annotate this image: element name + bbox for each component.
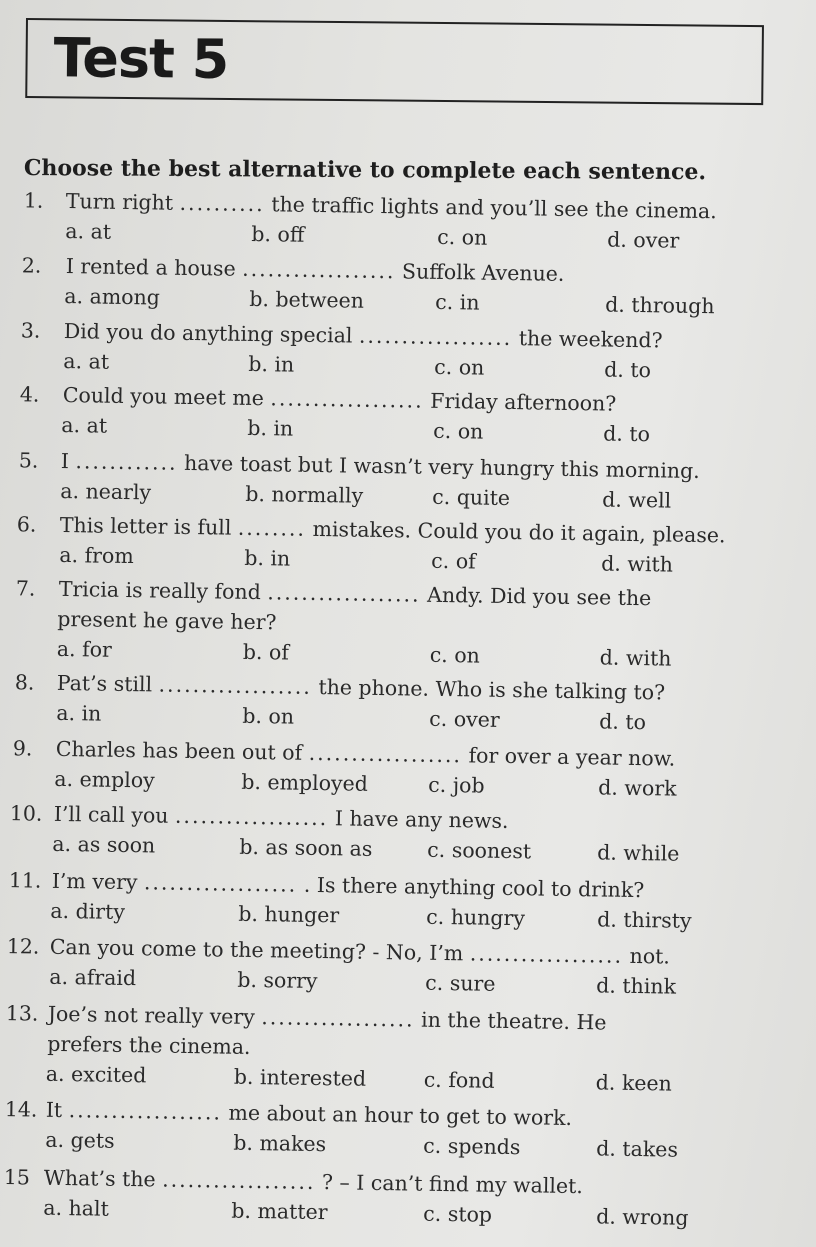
question-text: It .................. me about an hour to get to work. <box>45 1097 573 1130</box>
question-text: This letter is full ........ mistakes. Could you do it again, please. <box>59 512 726 548</box>
question-stem-continued: prefers the cinema. <box>47 1031 251 1059</box>
option-c[interactable]: c. on <box>437 224 488 250</box>
question-item <box>0 736 816 807</box>
question-text: I ............ have toast but I wasn’t very hungry this morning. <box>60 448 700 483</box>
question-number: 6. <box>16 512 37 537</box>
option-b[interactable]: b. as soon as <box>239 834 373 861</box>
option-b[interactable]: b. in <box>244 545 291 571</box>
option-a[interactable]: a. among <box>64 284 161 310</box>
question-item <box>0 448 816 519</box>
question-number: 7. <box>15 576 36 601</box>
option-c[interactable]: c. stop <box>423 1201 493 1227</box>
blank: .................. <box>469 941 624 968</box>
question-text: I’ll call you .................. I have any news. <box>53 801 509 833</box>
instruction: Choose the best alternative to complete each sentence. <box>23 155 707 186</box>
question-item <box>0 382 816 453</box>
question-number: 5. <box>18 448 39 473</box>
option-a[interactable]: a. in <box>56 700 102 726</box>
option-d[interactable]: d. takes <box>596 1136 679 1162</box>
question-text: Could you meet me .................. Friday afternoon? <box>62 382 617 416</box>
option-a[interactable]: a. afraid <box>49 964 137 991</box>
option-d[interactable]: d. well <box>602 487 672 513</box>
question-text: Can you come to the meeting? - No, I’m .................. not. <box>49 934 671 969</box>
option-a[interactable]: a. for <box>56 636 113 662</box>
question-item <box>0 1165 816 1236</box>
option-d[interactable]: d. wrong <box>596 1204 689 1230</box>
option-d[interactable]: d. with <box>599 645 672 671</box>
option-b[interactable]: b. between <box>249 286 365 313</box>
question-number: 9. <box>12 736 33 761</box>
question-number: 13. <box>5 1001 39 1026</box>
option-b[interactable]: b. normally <box>245 481 364 508</box>
option-c[interactable]: c. sure <box>425 970 496 996</box>
option-d[interactable]: d. thirsty <box>597 907 692 933</box>
question-text: Pat’s still .................. the phone. Who is she talking to? <box>56 670 666 705</box>
option-d[interactable]: d. keen <box>595 1070 673 1096</box>
blank: .................. <box>174 803 329 831</box>
option-a[interactable]: a. gets <box>45 1127 115 1153</box>
title-box <box>25 18 764 105</box>
blank: .................. <box>143 870 298 897</box>
option-c[interactable]: c. on <box>429 642 481 668</box>
option-b[interactable]: b. employed <box>241 769 369 796</box>
option-c[interactable]: c. fond <box>423 1067 495 1093</box>
option-b[interactable]: b. sorry <box>237 967 318 993</box>
option-c[interactable]: c. on <box>434 354 485 380</box>
question-number: 11. <box>8 868 42 893</box>
option-c[interactable]: c. in <box>435 289 480 315</box>
option-b[interactable]: b. off <box>251 221 305 247</box>
question-item <box>0 318 816 389</box>
option-b[interactable]: b. of <box>242 639 290 665</box>
option-a[interactable]: a. employ <box>54 766 155 793</box>
option-a[interactable]: a. from <box>59 542 134 569</box>
blank: .................. <box>358 323 513 351</box>
option-a[interactable]: a. at <box>65 219 112 244</box>
option-a[interactable]: a. excited <box>45 1061 147 1088</box>
question-number: 15 <box>3 1165 31 1190</box>
option-a[interactable]: a. nearly <box>60 478 152 505</box>
question-number: 4. <box>19 382 40 407</box>
question-item <box>0 801 816 872</box>
option-d[interactable]: d. through <box>605 292 715 319</box>
question-number: 12. <box>6 934 40 959</box>
question-number: 14. <box>4 1097 38 1122</box>
question-item <box>0 576 816 677</box>
option-a[interactable]: a. as soon <box>52 831 156 858</box>
option-d[interactable]: d. to <box>599 709 647 735</box>
blank: .................. <box>161 1167 316 1194</box>
option-c[interactable]: c. job <box>428 772 485 798</box>
option-d[interactable]: d. with <box>601 551 674 577</box>
blank: .................. <box>308 740 463 768</box>
blank: .................. <box>158 672 313 699</box>
question-text: Charles has been out of .................. for over a year now. <box>55 736 676 771</box>
question-number: 3. <box>20 318 41 343</box>
question-number: 8. <box>14 670 35 695</box>
blank: .................. <box>267 580 421 607</box>
option-a[interactable]: a. at <box>63 349 110 374</box>
blank: .................. <box>68 1098 223 1125</box>
blank: .................. <box>242 256 396 284</box>
option-a[interactable]: a. dirty <box>50 898 126 924</box>
option-a[interactable]: a. at <box>61 412 108 438</box>
blank: .................. <box>261 1005 415 1032</box>
question-item <box>0 1001 816 1102</box>
blank: .................. <box>270 386 424 413</box>
blank: ............ <box>75 449 178 475</box>
question-item <box>0 868 816 939</box>
option-d[interactable]: d. over <box>607 227 680 253</box>
option-c[interactable]: c. on <box>433 418 484 444</box>
option-c[interactable]: c. of <box>431 548 476 574</box>
option-c[interactable]: c. quite <box>432 484 511 511</box>
option-b[interactable]: b. in <box>248 351 295 377</box>
question-text: I rented a house .................. Suffolk Avenue. <box>65 254 565 286</box>
question-text: What’s the .................. ? – I can’t find my wallet. <box>43 1165 584 1199</box>
option-a[interactable]: a. halt <box>43 1195 109 1221</box>
option-d[interactable]: d. work <box>598 775 677 801</box>
question-item <box>0 253 816 324</box>
question-item <box>0 1097 816 1168</box>
option-c[interactable]: c. soonest <box>427 837 532 864</box>
question-number: 1. <box>23 188 44 213</box>
question-text: Turn right .......... the traffic lights and you’ll see the cinema. <box>65 189 717 224</box>
question-text: Tricia is really fond .................. Andy. Did you see the <box>58 576 652 611</box>
page-title: Test 5 <box>53 26 229 91</box>
question-item <box>0 670 816 741</box>
option-b[interactable]: b. in <box>247 415 294 441</box>
option-b[interactable]: b. on <box>242 703 295 729</box>
question-item <box>0 512 816 583</box>
blank: .......... <box>179 190 265 217</box>
option-d[interactable]: d. while <box>597 840 680 866</box>
option-b[interactable]: b. makes <box>233 1130 327 1157</box>
option-c[interactable]: c. spends <box>423 1133 521 1160</box>
option-b[interactable]: b. matter <box>231 1198 328 1225</box>
question-text: Did you do anything special .................. the weekend? <box>63 319 663 353</box>
question-item <box>0 934 816 1005</box>
option-c[interactable]: c. hungry <box>426 904 526 931</box>
option-d[interactable]: d. to <box>603 421 651 447</box>
question-number: 10. <box>9 801 43 826</box>
question-number: 2. <box>21 253 42 278</box>
blank: ........ <box>237 515 307 541</box>
option-b[interactable]: b. hunger <box>238 901 340 928</box>
option-c[interactable]: c. over <box>429 706 500 732</box>
question-item <box>0 188 816 259</box>
question-text: I’m very .................. . Is there anything cool to drink? <box>51 868 645 903</box>
option-d[interactable]: d. to <box>604 357 652 383</box>
question-text: Joe’s not really very .................. in the theatre. He <box>47 1001 607 1035</box>
option-b[interactable]: b. interested <box>233 1064 367 1091</box>
question-stem-continued: present he gave her? <box>57 606 277 635</box>
option-d[interactable]: d. think <box>596 973 677 999</box>
